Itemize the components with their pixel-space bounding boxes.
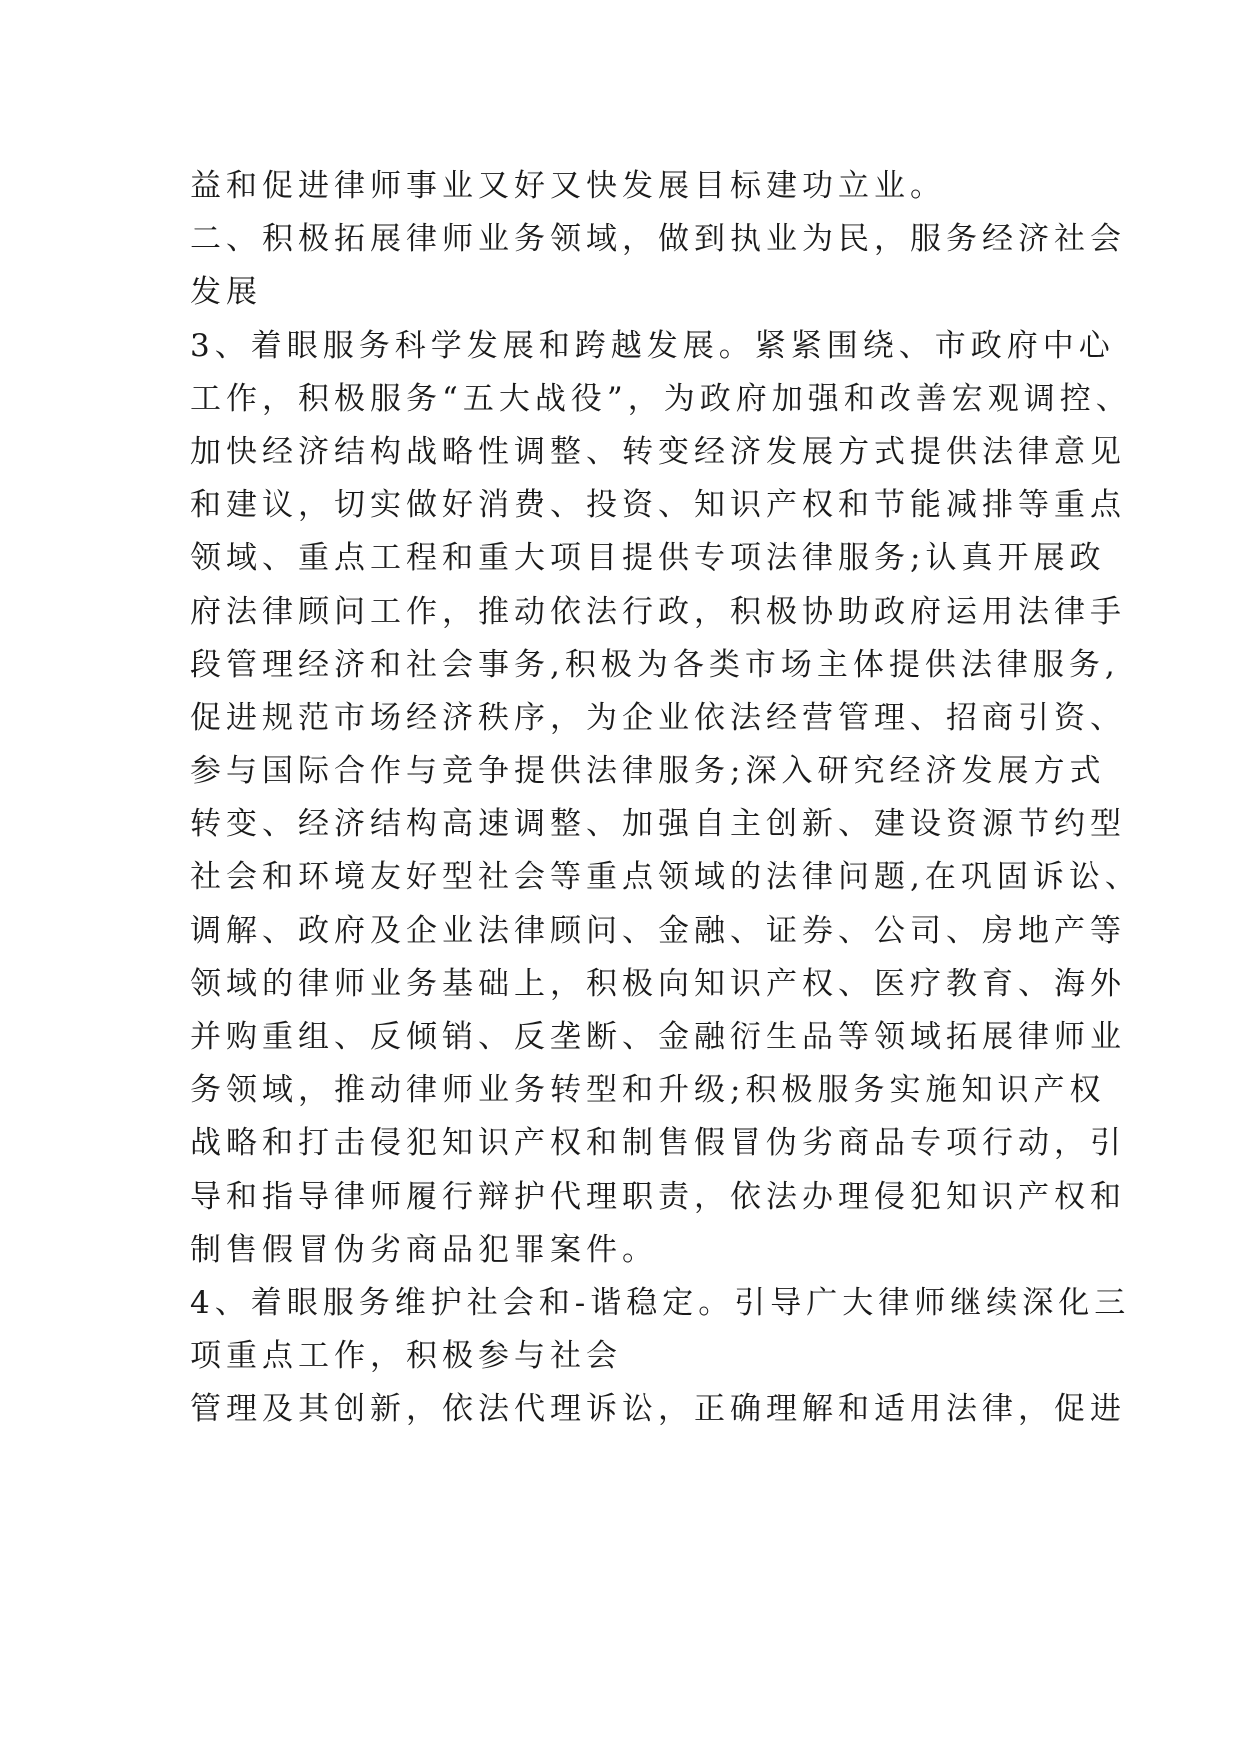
text-line: 参与国际合作与竞争提供法律服务;深入研究经济发展方式 (190, 753, 1106, 790)
section-heading-line: 发展 (190, 274, 262, 311)
section-heading-line: 二、积极拓展律师业务领域，做到执业为民，服务经济社会 (190, 221, 1126, 258)
text-line: 促进规范市场经济秩序，为企业依法经营管理、招商引资、 (190, 699, 1126, 736)
text-line: 府法律顾问工作，推动依法行政，积极协助政府运用法律手 (190, 593, 1126, 630)
text-line: 务领域，推动律师业务转型和升级;积极服务实施知识产权 (190, 1072, 1106, 1109)
text-line: 并购重组、反倾销、反垄断、金融衍生品等领域拓展律师业 (190, 1019, 1126, 1055)
text-line: 导和指导律师履行辩护代理职责，依法办理侵犯知识产权和 (190, 1178, 1126, 1215)
text-line: 加快经济结构战略性调整、转变经济发展方式提供法律意见 (190, 433, 1126, 470)
text-line: 转变、经济结构高速调整、加强自主创新、建设资源节约型 (190, 806, 1126, 843)
text-line: 社会和环境友好型社会等重点领域的法律问题,在巩固诉讼、 (190, 859, 1141, 896)
text-line: 调解、政府及企业法律顾问、金融、证券、公司、房地产等 (190, 912, 1126, 949)
text-line: 项重点工作，积极参与社会 (190, 1338, 622, 1375)
text-line: 领域、重点工程和重大项目提供专项法律服务;认真开展政 (190, 540, 1106, 577)
text-line: 段管理经济和社会事务,积极为各类市场主体提供法律服务, (190, 646, 1120, 683)
text-line: 工作，积极服务“五大战役”，为政府加强和改善宏观调控、 (190, 380, 1132, 417)
text-line: 4、着眼服务维护社会和-谐稳定。引导广大律师继续深化三 (190, 1284, 1131, 1321)
text-line: 益和促进律师事业又好又快发展目标建功立业。 (190, 168, 946, 204)
text-line: 制售假冒伪劣商品犯罪案件。 (190, 1231, 658, 1268)
document-body (190, 160, 1141, 1437)
text-line: 战略和打击侵犯知识产权和制售假冒伪劣商品专项行动，引 (190, 1125, 1126, 1162)
text-line: 3、着眼服务科学发展和跨越发展。紧紧围绕、市政府中心 (190, 327, 1115, 364)
text-line: 和建议，切实做好消费、投资、知识产权和节能减排等重点 (190, 487, 1126, 524)
text-line: 管理及其创新，依法代理诉讼，正确理解和适用法律，促进 (190, 1391, 1126, 1428)
text-line: 领域的律师业务基础上，积极向知识产权、医疗教育、海外 (190, 965, 1126, 1002)
